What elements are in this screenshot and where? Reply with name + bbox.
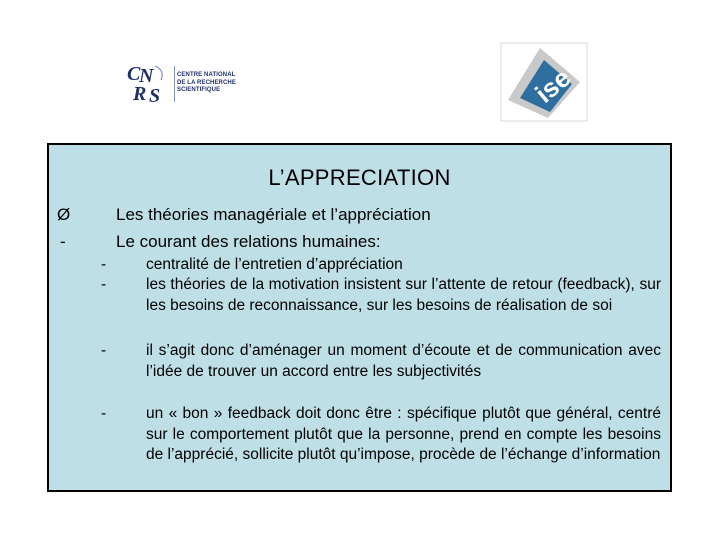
content-panel [47, 143, 672, 492]
cnrs-logo [125, 58, 237, 108]
svg-text:C: C [127, 63, 141, 85]
arrow-bullet-icon: Ø [57, 205, 71, 224]
slide-title: L’APPRECIATION [268, 165, 451, 190]
dash-bullet: - [101, 405, 107, 422]
dash-bullet: - [101, 342, 107, 359]
cnrs-wordmark [177, 72, 236, 95]
list-item-text: Les théories managériale et l’appréciation [116, 205, 431, 224]
sub-list-item-text: les théories de la motivation insistent sur l’attente de retour (feedback), sur les besoins de reconnaissance, sur les besoins de réalisation de soi [146, 276, 661, 314]
list-item-text: Le courant des relations humaines: [116, 232, 381, 251]
cnrs-line-2: DE LA RECHERCHE [177, 79, 236, 86]
sub-list-item-text: un « bon » feedback doit donc être : spécifique plutôt que général, centré sur le comportement plutôt que la personne, prend en compte les besoins de l’apprécié, sollicite plutôt qu’impose, procède de l’échange d’information [146, 405, 661, 463]
cnrs-line-3: SCIENTIFIQUE [177, 87, 221, 93]
cnrs-divider [174, 66, 175, 102]
dash-bullet: - [101, 276, 107, 293]
ise-logo [500, 42, 588, 122]
sub-list-item-text: il s’agit donc d’aménager un moment d’écoute et de communication avec l’idée de trouver un accord entre les subjectivités [146, 342, 661, 380]
dash-bullet: - [60, 232, 66, 251]
cnrs-line-1: CENTRE NATIONAL [177, 72, 236, 78]
ise-logo-text: ise [529, 62, 577, 109]
sub-list-item-text: centralité de l’entretien d’appréciation [146, 256, 403, 273]
cnrs-logo-mark [125, 60, 173, 106]
svg-text:S: S [149, 85, 161, 106]
svg-text:R: R [133, 83, 147, 105]
svg-text:N: N [139, 65, 154, 87]
dash-bullet: - [101, 256, 107, 273]
